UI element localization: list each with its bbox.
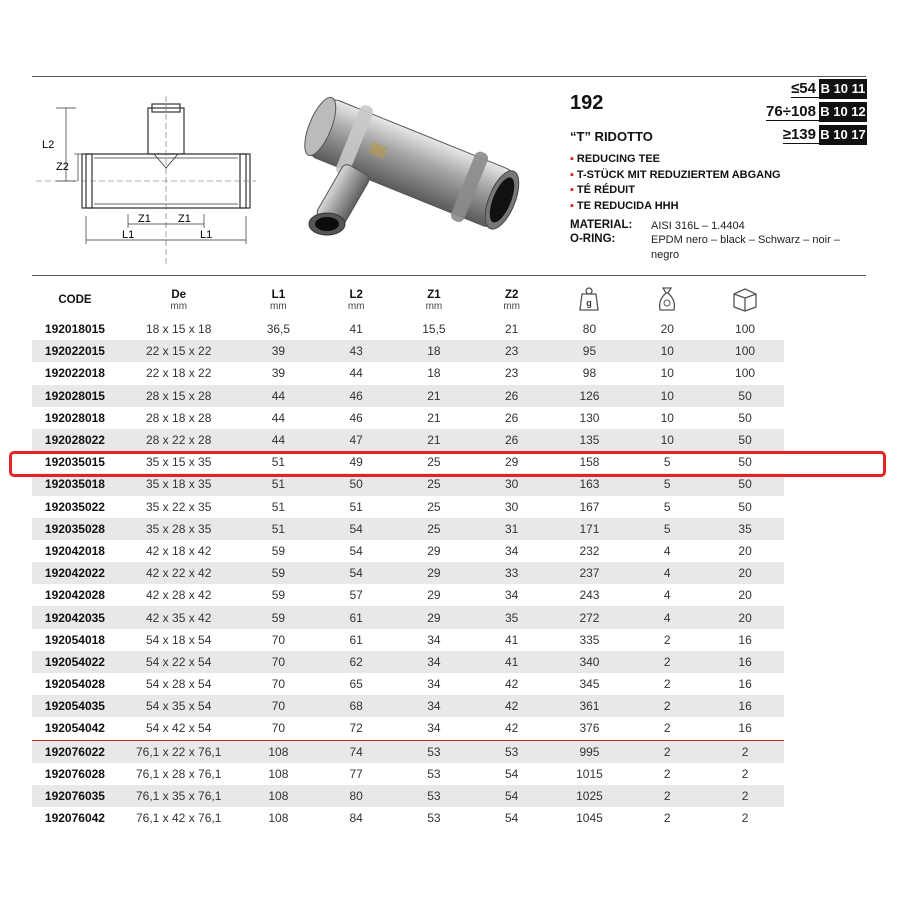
cell-l2: 54 xyxy=(317,518,395,540)
cell-z1: 34 xyxy=(427,721,441,736)
cell-code: 192076035 xyxy=(32,785,118,807)
table-row xyxy=(32,785,784,807)
cell-weight: 1045 xyxy=(576,811,603,826)
cell-box-qty: 2 xyxy=(741,811,749,826)
cell-box-qty: 50 xyxy=(706,473,784,495)
cell-l1: 51 xyxy=(271,455,286,470)
cell-z2: 23 xyxy=(473,340,551,362)
cell-l1: 44 xyxy=(240,385,318,407)
cell-box-qty: 20 xyxy=(706,606,784,628)
table-row xyxy=(32,362,784,384)
cell-l1: 70 xyxy=(240,695,318,717)
cell-bag-qty: 2 xyxy=(663,811,671,826)
table-row xyxy=(32,807,784,829)
cell-l2: 46 xyxy=(349,410,363,425)
cell-bag-qty: 5 xyxy=(663,455,671,470)
cell-z2: 34 xyxy=(505,543,519,558)
cell-z2: 30 xyxy=(473,473,551,495)
cell-code: 192054022 xyxy=(32,651,118,673)
cell-de: 35 x 22 x 35 xyxy=(146,499,212,514)
cell-code: 192035028 xyxy=(32,518,118,540)
cell-z1: 25 xyxy=(427,499,441,514)
table-row xyxy=(32,763,784,785)
box-icon xyxy=(731,286,759,312)
cell-code: 192028015 xyxy=(32,385,118,407)
cell-de: 42 x 18 x 42 xyxy=(146,543,212,558)
cell-l1: 59 xyxy=(240,562,318,584)
cell-box-qty: 50 xyxy=(738,455,752,470)
range-code-row xyxy=(766,125,867,145)
cell-z2: 21 xyxy=(505,322,519,337)
cell-code: 192054018 xyxy=(44,632,105,647)
cell-l2: 80 xyxy=(317,785,395,807)
cell-weight: 130 xyxy=(579,410,600,425)
cell-weight: 232 xyxy=(579,543,600,558)
table-row xyxy=(32,318,784,340)
cell-l2: 57 xyxy=(349,588,363,603)
table-row xyxy=(32,562,784,584)
table-row xyxy=(32,740,784,763)
cell-box-qty: 50 xyxy=(738,499,752,514)
cell-de: 28 x 18 x 28 xyxy=(146,410,212,425)
cell-box-qty: 100 xyxy=(706,340,784,362)
cell-box-qty: 16 xyxy=(706,695,784,717)
cell-code: 192035018 xyxy=(32,473,118,495)
cell-z1: 34 xyxy=(427,632,441,647)
cell-box-qty: 16 xyxy=(738,632,752,647)
header-code: CODE xyxy=(58,294,92,306)
cell-z2: 42 xyxy=(505,677,519,692)
cell-l1: 108 xyxy=(240,785,318,807)
cell-l2: 46 xyxy=(317,385,395,407)
dim-z1-right-label: Z1 xyxy=(178,213,191,225)
range-value: ≤54 xyxy=(791,80,819,98)
dim-l1-right-label: L1 xyxy=(200,229,213,241)
cell-l1: 59 xyxy=(271,543,286,558)
cell-bag-qty: 10 xyxy=(628,385,706,407)
table-row xyxy=(32,496,784,518)
cell-code: 192076028 xyxy=(44,766,105,781)
cell-z2: 23 xyxy=(505,366,519,381)
cell-l2: 72 xyxy=(349,721,363,736)
cell-l1: 39 xyxy=(240,340,318,362)
cell-box-qty: 20 xyxy=(706,562,784,584)
cell-box-qty: 16 xyxy=(706,651,784,673)
cell-l1: 108 xyxy=(268,766,289,781)
table-row xyxy=(32,340,784,362)
cell-l1: 36,5 xyxy=(266,322,291,337)
cell-l2: 49 xyxy=(349,455,363,470)
cell-z1: 25 xyxy=(395,473,473,495)
cell-z2: 30 xyxy=(505,499,519,514)
cell-z1: 25 xyxy=(395,518,473,540)
cell-de: 35 x 28 x 35 xyxy=(118,518,240,540)
highlighted-row-outline xyxy=(9,451,886,477)
cell-code: 192054035 xyxy=(32,695,118,717)
cell-l2: 44 xyxy=(349,366,363,381)
table-row xyxy=(32,407,784,429)
bullet-icon: ▪ xyxy=(570,199,574,212)
table-header-row xyxy=(32,282,784,318)
range-value: ≥139 xyxy=(783,126,819,144)
cell-bag-qty: 5 xyxy=(628,473,706,495)
header-bag xyxy=(628,282,706,318)
table-row xyxy=(32,518,784,540)
cell-l1: 44 xyxy=(271,410,286,425)
cell-box-qty: 2 xyxy=(706,785,784,807)
oring-label: O-RING: xyxy=(570,233,616,245)
cell-z1: 34 xyxy=(395,695,473,717)
cell-z1: 21 xyxy=(395,429,473,451)
cell-box-qty: 50 xyxy=(706,385,784,407)
cell-code: 192035015 xyxy=(44,455,105,470)
cell-weight: 171 xyxy=(551,518,629,540)
cell-bag-qty: 2 xyxy=(663,677,671,692)
table-row xyxy=(32,651,784,673)
cell-l2: 54 xyxy=(317,562,395,584)
cell-weight: 135 xyxy=(551,429,629,451)
dim-l1-left-label: L1 xyxy=(122,229,135,241)
cell-weight: 340 xyxy=(551,651,629,673)
cell-l2: 74 xyxy=(317,740,395,763)
cell-z1: 25 xyxy=(427,455,441,470)
translation-line: ▪ T-STÜCK MIT REDUZIERTEM ABGANG xyxy=(570,168,781,181)
table-row xyxy=(32,584,784,606)
cell-l2: 62 xyxy=(317,651,395,673)
cell-z2: 54 xyxy=(505,811,519,826)
cell-code: 192022018 xyxy=(44,366,105,381)
cell-de: 22 x 15 x 22 xyxy=(118,340,240,362)
cell-z2: 26 xyxy=(473,429,551,451)
cell-z1: 53 xyxy=(395,785,473,807)
cell-z2: 33 xyxy=(473,562,551,584)
cell-box-qty: 100 xyxy=(735,322,756,337)
header-z1: Z1 mm xyxy=(425,288,443,312)
cell-box-qty: 35 xyxy=(706,518,784,540)
cell-z2: 31 xyxy=(473,518,551,540)
cell-de: 54 x 22 x 54 xyxy=(118,651,240,673)
cell-code: 192054028 xyxy=(44,677,105,692)
cell-z1: 29 xyxy=(395,606,473,628)
cell-bag-qty: 5 xyxy=(628,518,706,540)
cell-z1: 29 xyxy=(427,543,441,558)
cell-weight: 361 xyxy=(551,695,629,717)
cell-code: 192028022 xyxy=(32,429,118,451)
cell-z1: 53 xyxy=(427,811,441,826)
cell-z2: 41 xyxy=(505,632,519,647)
cell-z1: 29 xyxy=(395,562,473,584)
cell-weight: 995 xyxy=(551,740,629,763)
cell-de: 54 x 35 x 54 xyxy=(118,695,240,717)
cell-de: 35 x 18 x 35 xyxy=(118,473,240,495)
cell-de: 18 x 15 x 18 xyxy=(146,322,212,337)
cell-z1: 34 xyxy=(395,651,473,673)
header-box xyxy=(706,282,784,318)
cell-z2: 29 xyxy=(505,455,519,470)
cell-weight: 98 xyxy=(582,366,597,381)
oring-value: EPDM nero – black – Schwarz – noir – negro xyxy=(651,234,840,261)
dim-l2-label: L2 xyxy=(42,139,55,151)
cell-z2: 53 xyxy=(473,740,551,763)
table-row xyxy=(32,673,784,695)
cell-z1: 15,5 xyxy=(422,322,446,337)
cell-code: 192042028 xyxy=(44,588,105,603)
cell-l2: 68 xyxy=(317,695,395,717)
cell-l2: 61 xyxy=(349,632,363,647)
cell-z1: 18 xyxy=(395,340,473,362)
translation-line: ▪ TÉ RÉDUIT xyxy=(570,184,635,196)
table-row xyxy=(32,629,784,651)
cell-bag-qty: 2 xyxy=(663,632,671,647)
table-row xyxy=(32,385,784,407)
cell-l1: 108 xyxy=(240,740,318,763)
header-l1: L1 mm xyxy=(270,288,287,312)
weight-icon xyxy=(578,286,600,312)
top-rule xyxy=(32,76,866,77)
cell-de: 28 x 15 x 28 xyxy=(118,385,240,407)
cell-box-qty: 20 xyxy=(738,543,752,558)
cell-bag-qty: 2 xyxy=(628,785,706,807)
cell-l2: 54 xyxy=(349,543,363,558)
cell-bag-qty: 4 xyxy=(663,588,671,603)
cell-code: 192054042 xyxy=(44,721,105,736)
cell-de: 42 x 22 x 42 xyxy=(118,562,240,584)
cell-code: 192028018 xyxy=(44,410,105,425)
cell-l1: 51 xyxy=(240,518,318,540)
cell-l2: 51 xyxy=(349,499,363,514)
tee-technical-drawing xyxy=(36,96,256,266)
cell-code: 192022015 xyxy=(32,340,118,362)
bullet-icon: ▪ xyxy=(570,184,574,196)
cell-l1: 70 xyxy=(240,651,318,673)
range-code-row xyxy=(766,79,867,99)
cell-box-qty: 50 xyxy=(738,410,752,425)
cell-box-qty: 2 xyxy=(741,766,749,781)
cell-z2: 41 xyxy=(473,651,551,673)
cell-l2: 50 xyxy=(317,473,395,495)
cell-l2: 61 xyxy=(317,606,395,628)
cell-z1: 21 xyxy=(427,410,441,425)
cell-de: 54 x 42 x 54 xyxy=(146,721,212,736)
header-z2: Z2 mm xyxy=(503,288,521,312)
header-de: De mm xyxy=(170,288,188,312)
cell-z1: 53 xyxy=(395,740,473,763)
cell-weight: 95 xyxy=(551,340,629,362)
product-translations xyxy=(570,152,781,214)
cell-l2: 77 xyxy=(349,766,363,781)
table-row xyxy=(32,695,784,717)
material-label: MATERIAL: xyxy=(570,219,633,231)
table-row xyxy=(32,429,784,451)
range-code-list xyxy=(766,79,867,148)
cell-de: 76,1 x 28 x 76,1 xyxy=(135,766,222,781)
cell-weight: 1015 xyxy=(576,766,603,781)
header-weight xyxy=(551,282,629,318)
cell-de: 28 x 22 x 28 xyxy=(118,429,240,451)
cell-bag-qty: 10 xyxy=(628,429,706,451)
table-row xyxy=(32,606,784,628)
header-l2: L2 mm xyxy=(347,288,365,312)
cell-code: 192042035 xyxy=(32,606,118,628)
cell-de: 76,1 x 22 x 76,1 xyxy=(118,740,240,763)
cell-z2: 54 xyxy=(473,785,551,807)
cell-l1: 108 xyxy=(268,811,289,826)
cell-code: 192018015 xyxy=(44,322,105,337)
section-rule xyxy=(32,275,866,276)
table-row xyxy=(32,717,784,740)
cell-bag-qty: 5 xyxy=(663,499,671,514)
range-value: 76÷108 xyxy=(766,103,819,121)
cell-weight: 1025 xyxy=(551,785,629,807)
cell-z2: 35 xyxy=(473,606,551,628)
cell-weight: 80 xyxy=(582,322,597,337)
range-code-badge: B 10 12 xyxy=(819,102,867,122)
translation-line: ▪ TE REDUCIDA HHH xyxy=(570,199,679,212)
cell-weight: 345 xyxy=(579,677,600,692)
cell-l1: 70 xyxy=(271,677,286,692)
table-row xyxy=(32,540,784,562)
cell-weight: 158 xyxy=(579,455,600,470)
cell-box-qty: 20 xyxy=(738,588,752,603)
tee-product-photo xyxy=(290,96,530,256)
product-number: 192 xyxy=(570,92,604,114)
cell-bag-qty: 2 xyxy=(628,651,706,673)
cell-code: 192042018 xyxy=(44,543,105,558)
cell-z2: 42 xyxy=(505,721,519,736)
product-name: “T” RIDOTTO xyxy=(570,129,653,144)
cell-z2: 26 xyxy=(505,410,519,425)
cell-z1: 29 xyxy=(427,588,441,603)
cell-z1: 53 xyxy=(427,766,441,781)
cell-de: 42 x 35 x 42 xyxy=(118,606,240,628)
cell-box-qty: 50 xyxy=(706,429,784,451)
cell-l2: 41 xyxy=(349,322,363,337)
cell-weight: 335 xyxy=(579,632,600,647)
cell-bag-qty: 2 xyxy=(628,695,706,717)
cell-de: 76,1 x 42 x 76,1 xyxy=(135,811,222,826)
cell-bag-qty: 20 xyxy=(660,322,674,337)
cell-weight: 167 xyxy=(579,499,600,514)
cell-z2: 54 xyxy=(505,766,519,781)
cell-weight: 126 xyxy=(551,385,629,407)
cell-l1: 70 xyxy=(271,721,286,736)
cell-code: 192076022 xyxy=(32,740,118,763)
material-value: AISI 316L – 1.4404 xyxy=(651,220,745,232)
cell-weight: 163 xyxy=(551,473,629,495)
bullet-icon: ▪ xyxy=(570,168,574,181)
cell-de: 54 x 18 x 54 xyxy=(146,632,212,647)
cell-weight: 243 xyxy=(579,588,600,603)
cell-box-qty: 16 xyxy=(738,721,752,736)
cell-de: 54 x 28 x 54 xyxy=(146,677,212,692)
cell-l1: 44 xyxy=(240,429,318,451)
cell-bag-qty: 4 xyxy=(628,606,706,628)
cell-box-qty: 16 xyxy=(738,677,752,692)
spec-table xyxy=(32,282,784,829)
cell-bag-qty: 4 xyxy=(663,543,671,558)
cell-code: 192035022 xyxy=(44,499,105,514)
cell-bag-qty: 4 xyxy=(628,562,706,584)
cell-z2: 42 xyxy=(473,695,551,717)
cell-de: 35 x 15 x 35 xyxy=(146,455,212,470)
bag-icon xyxy=(656,286,678,312)
range-code-badge: B 10 11 xyxy=(819,79,867,99)
cell-z1: 21 xyxy=(395,385,473,407)
svg-text:g: g xyxy=(586,297,593,308)
cell-de: 76,1 x 35 x 76,1 xyxy=(118,785,240,807)
cell-weight: 376 xyxy=(579,721,600,736)
cell-de: 42 x 28 x 42 xyxy=(146,588,212,603)
range-code-row xyxy=(766,102,867,122)
cell-de: 22 x 18 x 22 xyxy=(146,366,212,381)
cell-z2: 26 xyxy=(473,385,551,407)
cell-bag-qty: 2 xyxy=(663,766,671,781)
cell-bag-qty: 10 xyxy=(660,410,674,425)
range-code-badge: B 10 17 xyxy=(819,125,867,145)
cell-code: 192042022 xyxy=(32,562,118,584)
cell-l1: 51 xyxy=(271,499,286,514)
cell-z2: 34 xyxy=(505,588,519,603)
cell-z1: 18 xyxy=(427,366,441,381)
dim-z1-left-label: Z1 xyxy=(138,213,151,225)
cell-bag-qty: 2 xyxy=(663,721,671,736)
cell-box-qty: 2 xyxy=(706,740,784,763)
cell-l2: 43 xyxy=(317,340,395,362)
cell-l2: 65 xyxy=(349,677,363,692)
cell-l2: 84 xyxy=(349,811,363,826)
cell-l1: 70 xyxy=(271,632,286,647)
cell-weight: 237 xyxy=(551,562,629,584)
cell-bag-qty: 10 xyxy=(660,366,674,381)
bullet-icon: ▪ xyxy=(570,153,574,165)
cell-code: 192076042 xyxy=(44,811,105,826)
cell-l1: 51 xyxy=(240,473,318,495)
cell-bag-qty: 2 xyxy=(628,740,706,763)
cell-weight: 272 xyxy=(551,606,629,628)
cell-z1: 34 xyxy=(427,677,441,692)
cell-bag-qty: 10 xyxy=(628,340,706,362)
cell-l1: 59 xyxy=(271,588,286,603)
cell-l1: 39 xyxy=(271,366,286,381)
cell-l1: 59 xyxy=(240,606,318,628)
translation-line: ▪ REDUCING TEE xyxy=(570,153,661,165)
cell-box-qty: 100 xyxy=(735,366,756,381)
dim-z2-label: Z2 xyxy=(56,161,69,173)
cell-l2: 47 xyxy=(317,429,395,451)
